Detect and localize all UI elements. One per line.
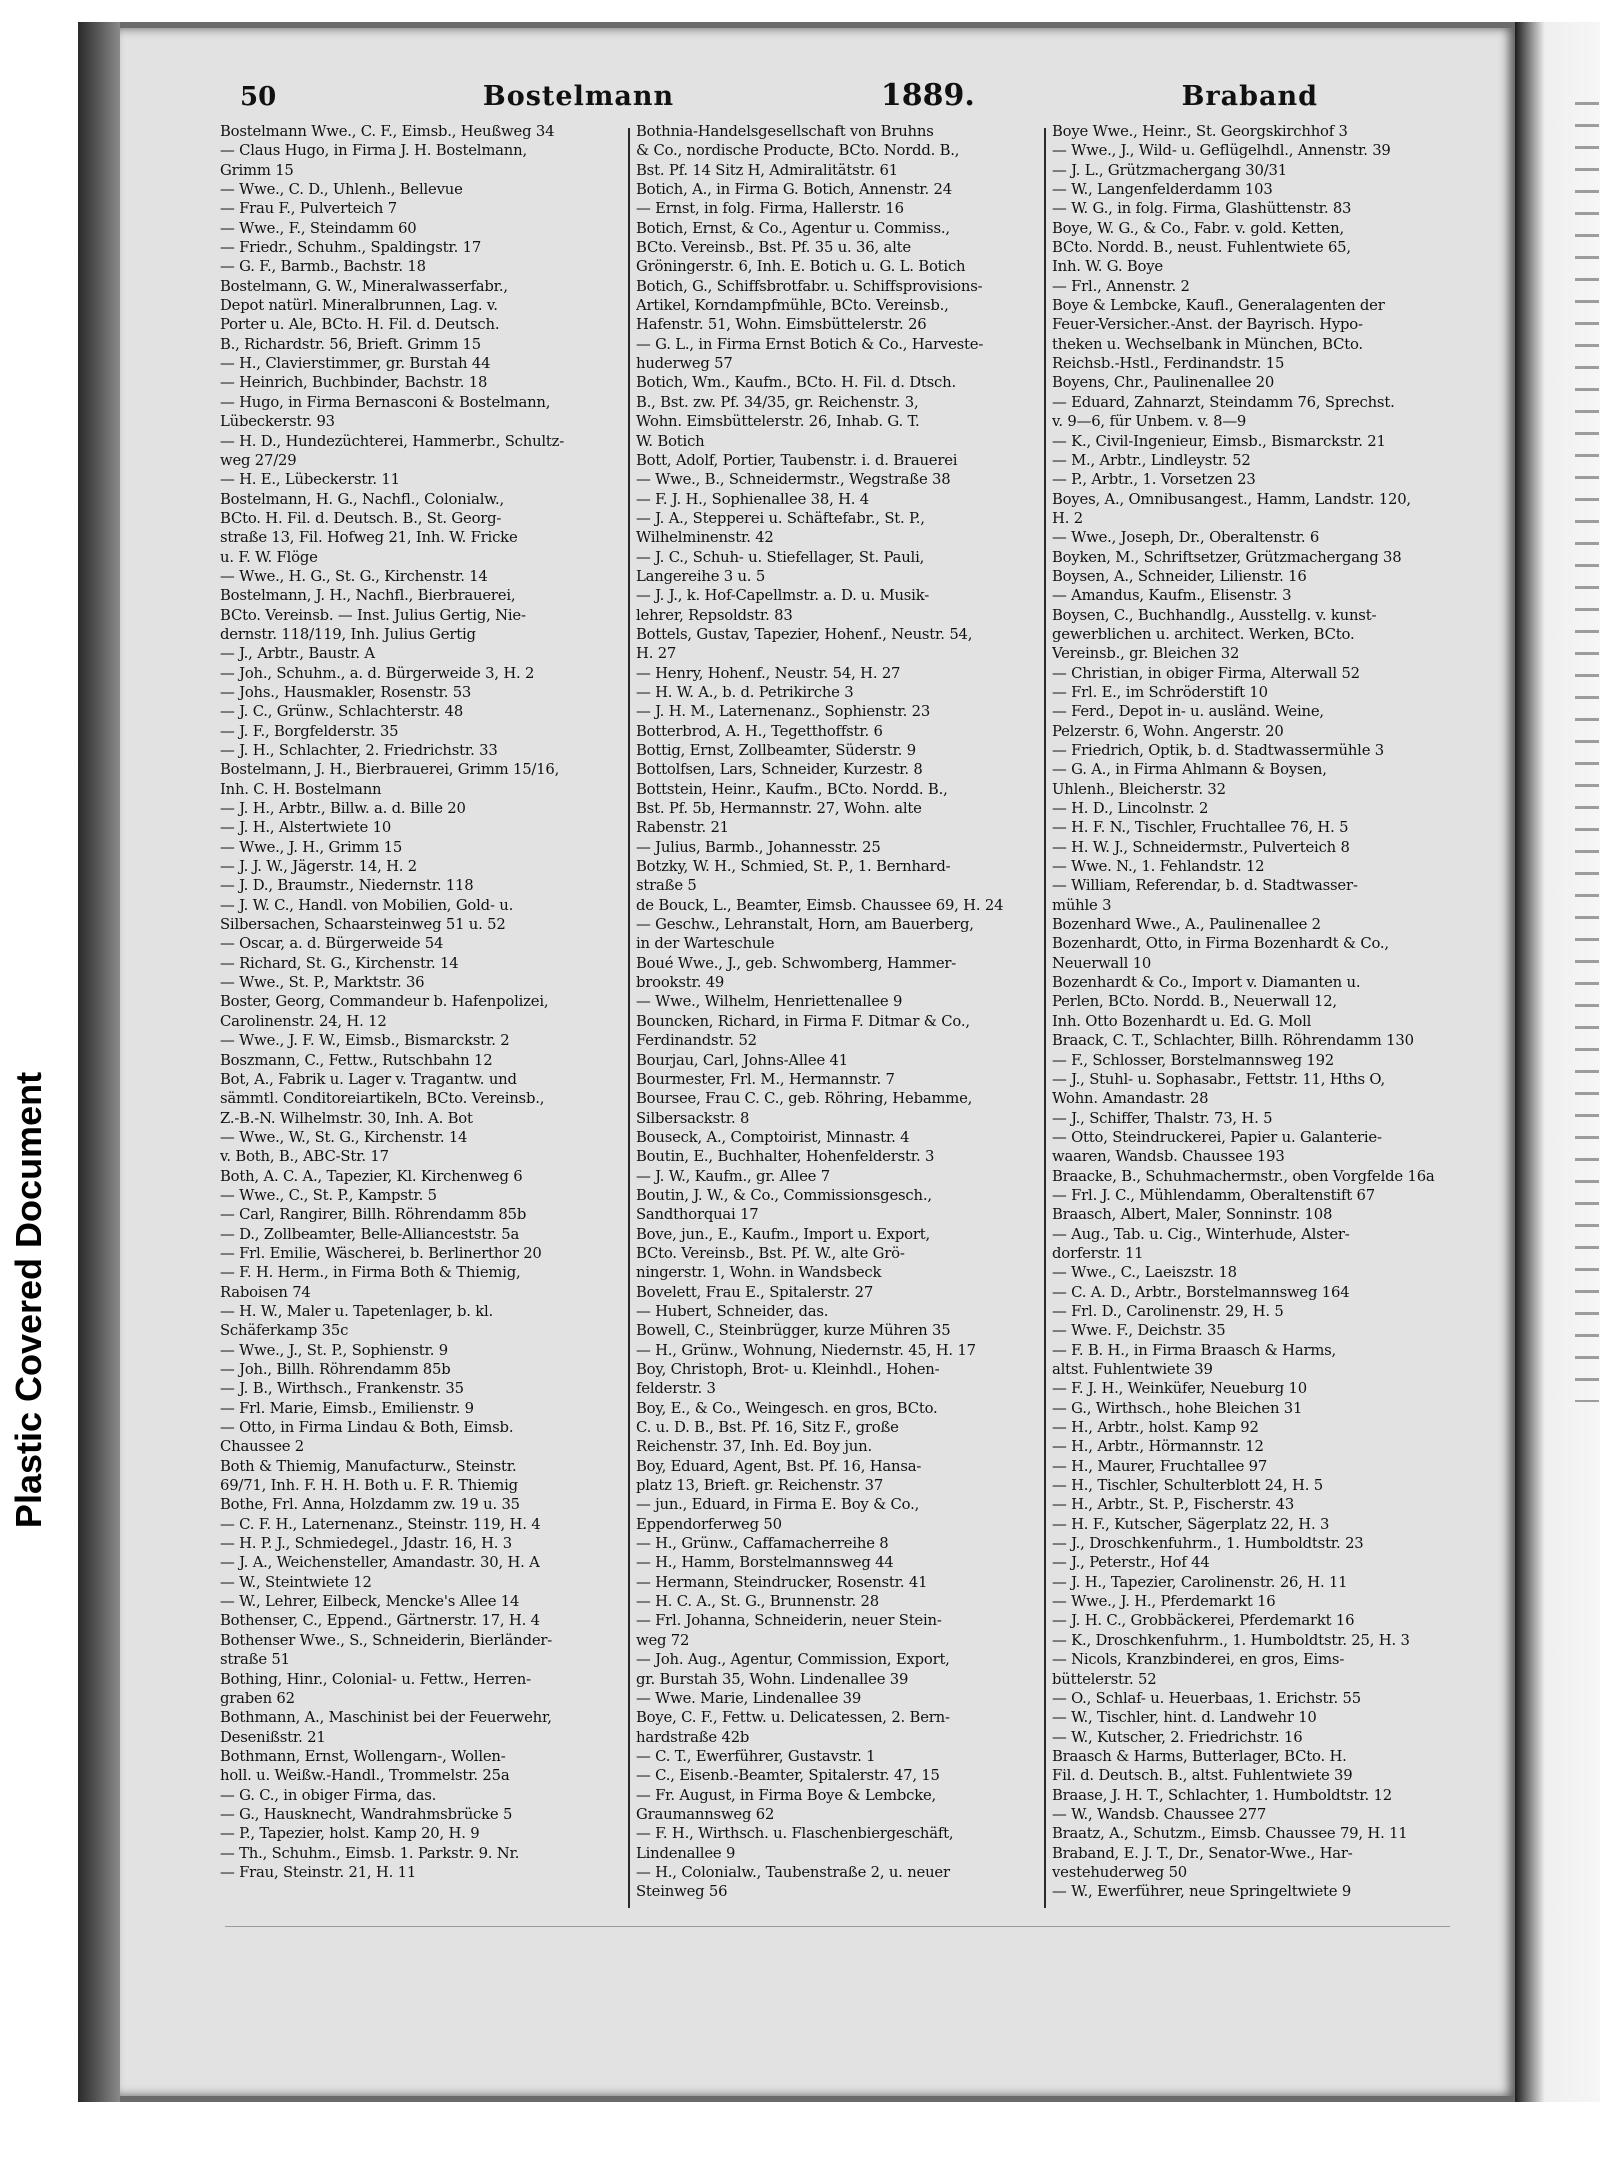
directory-line: — H., Arbtr., holst. Kamp 92 bbox=[1052, 1419, 1259, 1437]
directory-line: Bourjau, Carl, Johns-Allee 41 bbox=[636, 1051, 848, 1069]
directory-line: Inh. W. G. Boye bbox=[1052, 258, 1163, 276]
directory-line: Bothnia-Handelsgesellschaft von Bruhns bbox=[636, 123, 934, 140]
directory-line: — Frl. D., Carolinenstr. 29, H. 5 bbox=[1052, 1302, 1284, 1320]
directory-line: — Frl., Annenstr. 2 bbox=[1052, 277, 1190, 295]
directory-line: Perlen, BCto. Nordd. B., Neuerwall 12, bbox=[1052, 993, 1337, 1011]
directory-line: Boyens, Chr., Paulinenallee 20 bbox=[1052, 374, 1275, 392]
directory-line: — Wwe., H. G., St. G., Kirchenstr. 14 bbox=[220, 567, 488, 585]
directory-line: Silbersackstr. 8 bbox=[636, 1109, 750, 1127]
facing-page-text-fragment bbox=[1575, 102, 1599, 1402]
column-rule-2 bbox=[1044, 128, 1046, 1908]
directory-line: — Joh. Aug., Agentur, Commission, Export, bbox=[636, 1651, 950, 1669]
directory-line: Boster, Georg, Commandeur b. Hafenpolizei, bbox=[220, 993, 549, 1011]
directory-line: — Fr. August, in Firma Boye & Lembcke, bbox=[636, 1786, 937, 1804]
directory-line: — W., Lehrer, Eilbeck, Mencke's Allee 14 bbox=[220, 1593, 520, 1611]
directory-line: Boye, C. F., Fettw. u. Delicatessen, 2. Bern- bbox=[636, 1709, 950, 1727]
directory-line: — H. W. A., b. d. Petrikirche 3 bbox=[636, 683, 854, 701]
year-heading: 1889. bbox=[880, 78, 975, 113]
directory-line: holl. u. Weißw.-Handl., Trommelstr. 25a bbox=[220, 1767, 510, 1785]
directory-line: — J. H., Tapezier, Carolinenstr. 26, H. 11 bbox=[1052, 1573, 1348, 1591]
directory-line: — D., Zollbeamter, Belle-Allianceststr. 5a bbox=[220, 1225, 520, 1243]
directory-line: — Wwe., J. H., Pferdemarkt 16 bbox=[1052, 1593, 1276, 1611]
directory-line: Bottolfsen, Lars, Schneider, Kurzestr. 8 bbox=[636, 761, 923, 779]
directory-line: Uhlenh., Bleicherstr. 32 bbox=[1052, 780, 1226, 798]
directory-line: Botich, Ernst, & Co., Agentur u. Commiss., bbox=[636, 219, 950, 237]
directory-line: — Wwe., C. D., Uhlenh., Bellevue bbox=[220, 181, 463, 199]
directory-line: BCto. Vereinsb. — Inst. Julius Gertig, Nie- bbox=[220, 606, 526, 624]
directory-line: Bottstein, Heinr., Kaufm., BCto. Nordd. B., bbox=[636, 780, 948, 798]
directory-line: — Wwe., J. H., Grimm 15 bbox=[220, 838, 403, 856]
directory-line: — Wwe., St. P., Marktstr. 36 bbox=[220, 974, 425, 992]
directory-line: Eppendorferweg 50 bbox=[636, 1515, 782, 1533]
directory-line: Schäferkamp 35c bbox=[220, 1322, 349, 1340]
directory-line: — G. F., Barmb., Bachstr. 18 bbox=[220, 258, 426, 276]
directory-line: ningerstr. 1, Wohn. in Wandsbeck bbox=[636, 1264, 882, 1282]
directory-line: Bst. Pf. 5b, Hermannstr. 27, Wohn. alte bbox=[636, 800, 922, 818]
directory-line: Botich, A., in Firma G. Botich, Annenstr. 24 bbox=[636, 181, 952, 199]
directory-line: — F. J. H., Weinküfer, Neueburg 10 bbox=[1052, 1380, 1307, 1398]
directory-line: Bst. Pf. 14 Sitz H, Admiralitätstr. 61 bbox=[636, 161, 898, 179]
directory-line: Both & Thiemig, Manufacturw., Steinstr. bbox=[220, 1457, 517, 1475]
directory-line: büttelerstr. 52 bbox=[1052, 1670, 1157, 1688]
directory-line: Braband, E. J. T., Dr., Senator-Wwe., Har- bbox=[1052, 1844, 1353, 1862]
directory-line: — Geschw., Lehranstalt, Horn, am Bauerberg, bbox=[636, 916, 974, 934]
directory-line: — Richard, St. G., Kirchenstr. 14 bbox=[220, 954, 459, 972]
directory-line: graben 62 bbox=[220, 1689, 295, 1707]
side-label-text: Plastic Covered Document bbox=[8, 1071, 49, 1529]
directory-line: — Henry, Hohenf., Neustr. 54, H. 27 bbox=[636, 664, 901, 682]
directory-line: weg 72 bbox=[636, 1631, 690, 1649]
directory-line: — J., Stuhl- u. Sophasabr., Fettstr. 11, Hths O, bbox=[1052, 1070, 1386, 1088]
directory-line: — Frl. J. C., Mühlendamm, Oberaltenstift 67 bbox=[1052, 1186, 1375, 1204]
directory-line: — Christian, in obiger Firma, Alterwall 52 bbox=[1052, 664, 1360, 682]
directory-line: Bozenhard Wwe., A., Paulinenallee 2 bbox=[1052, 916, 1321, 934]
directory-line: — Wwe., Wilhelm, Henriettenallee 9 bbox=[636, 993, 903, 1011]
directory-line: altst. Fuhlentwiete 39 bbox=[1052, 1361, 1213, 1378]
directory-line: — J. A., Stepperei u. Schäftefabr., St. P., bbox=[636, 509, 925, 527]
directory-line: Braase, J. H. T., Schlachter, 1. Humboldtstr. 12 bbox=[1052, 1786, 1392, 1804]
directory-line: — Wwe., B., Schneidermstr., Wegstraße 38 bbox=[636, 471, 951, 489]
directory-line: — J. B., Wirthsch., Frankenstr. 35 bbox=[220, 1380, 464, 1398]
directory-line: waaren, Wandsb. Chaussee 193 bbox=[1052, 1148, 1285, 1166]
directory-line: Bottels, Gustav, Tapezier, Hohenf., Neustr. 54, bbox=[636, 625, 973, 643]
directory-line: — Otto, Steindruckerei, Papier u. Galanterie- bbox=[1052, 1128, 1382, 1146]
directory-line: Reichenstr. 37, Inh. Ed. Boy jun. bbox=[636, 1438, 872, 1456]
directory-line: BCto. Vereinsb., Bst. Pf. 35 u. 36, alte bbox=[636, 239, 911, 257]
directory-line: Boy, Eduard, Agent, Bst. Pf. 16, Hansa- bbox=[636, 1457, 922, 1475]
directory-line: BCto. H. Fil. d. Deutsch. B., St. Georg- bbox=[220, 509, 502, 527]
directory-line: Bovelett, Frau E., Spitalerstr. 27 bbox=[636, 1283, 874, 1301]
directory-line: dorferstr. 11 bbox=[1052, 1244, 1144, 1262]
directory-line: — Frau F., Pulverteich 7 bbox=[220, 200, 397, 218]
directory-line: Boutin, J. W., & Co., Commissionsgesch., bbox=[636, 1186, 932, 1204]
directory-line: Boye Wwe., Heinr., St. Georgskirchhof 3 bbox=[1052, 123, 1348, 140]
directory-line: — F. H., Wirthsch. u. Flaschenbiergeschäft, bbox=[636, 1825, 954, 1843]
directory-line: Bostelmann, J. H., Bierbrauerei, Grimm 15/16, bbox=[220, 761, 560, 779]
directory-line: — J. H., Schlachter, 2. Friedrichstr. 33 bbox=[220, 742, 498, 759]
directory-line: & Co., nordische Producte, BCto. Nordd. B., bbox=[636, 142, 960, 160]
directory-line: Z.-B.-N. Wilhelmstr. 30, Inh. A. Bot bbox=[220, 1109, 473, 1127]
directory-line: — H. F. N., Tischler, Fruchtallee 76, H. 5 bbox=[1052, 819, 1349, 837]
right-catchword: Braband bbox=[1181, 81, 1318, 112]
directory-line: Ferdinandstr. 52 bbox=[636, 1032, 757, 1050]
directory-line: Boué Wwe., J., geb. Schwomberg, Hammer- bbox=[636, 954, 957, 972]
directory-line: Bowell, C., Steinbrügger, kurze Mühren 35 bbox=[636, 1322, 951, 1340]
directory-line: — H., Tischler, Schulterblott 24, H. 5 bbox=[1052, 1477, 1323, 1495]
directory-line: platz 13, Brieft. gr. Reichenstr. 37 bbox=[636, 1477, 884, 1495]
directory-line: — H. W. J., Schneidermstr., Pulverteich 8 bbox=[1052, 838, 1350, 856]
directory-line: Bostelmann, H. G., Nachfl., Colonialw., bbox=[220, 490, 504, 508]
directory-line: — J. F., Borgfelderstr. 35 bbox=[220, 722, 399, 740]
directory-line: Feuer-Versicher.-Anst. der Bayrisch. Hypo- bbox=[1052, 316, 1363, 334]
directory-line: v. 9—6, für Unbem. v. 8—9 bbox=[1052, 413, 1247, 431]
directory-line: Bothing, Hinr., Colonial- u. Fettw., Herren- bbox=[220, 1670, 531, 1688]
directory-line: — P., Arbtr., 1. Vorsetzen 23 bbox=[1052, 471, 1256, 489]
directory-line: — H., Hamm, Borstelmannsweg 44 bbox=[636, 1554, 894, 1572]
directory-line: Graumannsweg 62 bbox=[636, 1805, 775, 1823]
directory-line: Bostelmann, G. W., Mineralwasserfabr., bbox=[220, 277, 508, 295]
directory-line: — C. F. H., Laternenanz., Steinstr. 119, H. 4 bbox=[220, 1515, 541, 1533]
directory-line: — O., Schlaf- u. Heuerbaas, 1. Erichstr. 55 bbox=[1052, 1689, 1361, 1707]
directory-line: — Wwe., C., St. P., Kampstr. 5 bbox=[220, 1186, 437, 1204]
directory-column-3 bbox=[1052, 122, 1452, 1922]
directory-line: gr. Burstah 35, Wohn. Lindenallee 39 bbox=[636, 1670, 909, 1688]
directory-line: 69/71, Inh. F. H. H. Both u. F. R. Thiemig bbox=[220, 1477, 518, 1495]
directory-line: gewerblichen u. architect. Werken, BCto. bbox=[1052, 625, 1355, 643]
directory-line: lehrer, Repsoldstr. 83 bbox=[636, 606, 793, 624]
directory-line: — Hermann, Steindrucker, Rosenstr. 41 bbox=[636, 1573, 928, 1591]
directory-line: — Aug., Tab. u. Cig., Winterhude, Alster- bbox=[1052, 1225, 1350, 1243]
directory-line: — Frl. Marie, Eimsb., Emilienstr. 9 bbox=[220, 1399, 474, 1417]
directory-line: — J. J., k. Hof-Capellmstr. a. D. u. Musik- bbox=[636, 587, 930, 605]
directory-line: v. Both, B., ABC-Str. 17 bbox=[220, 1148, 389, 1166]
directory-line: Lindenallee 9 bbox=[636, 1844, 736, 1862]
directory-line: — F. H. Herm., in Firma Both & Thiemig, bbox=[220, 1264, 521, 1282]
directory-line: Bothmann, Ernst, Wollengarn-, Wollen- bbox=[220, 1747, 506, 1765]
directory-line: — Hugo, in Firma Bernasconi & Bostelmann, bbox=[220, 393, 551, 411]
directory-line: — G. C., in obiger Firma, das. bbox=[220, 1786, 437, 1804]
directory-line: — Carl, Rangirer, Billh. Röhrendamm 85b bbox=[220, 1206, 527, 1224]
directory-line: Artikel, Korndampfmühle, BCto. Vereinsb., bbox=[636, 297, 949, 315]
directory-line: straße 13, Fil. Hofweg 21, Inh. W. Fricke bbox=[220, 529, 518, 547]
directory-line: — J. H. M., Laternenanz., Sophienstr. 23 bbox=[636, 703, 931, 721]
directory-line: — H., Grünw., Wohnung, Niedernstr. 45, H. 17 bbox=[636, 1341, 976, 1359]
directory-line: — Ferd., Depot in- u. ausländ. Weine, bbox=[1052, 703, 1324, 721]
directory-line: straße 5 bbox=[636, 877, 697, 895]
directory-line: — J., Schiffer, Thalstr. 73, H. 5 bbox=[1052, 1109, 1273, 1127]
directory-line: — G. L., in Firma Ernst Botich & Co., Harveste- bbox=[636, 335, 984, 353]
directory-line: — K., Droschkenfuhrm., 1. Humboldtstr. 25, H. 3 bbox=[1052, 1631, 1410, 1649]
directory-line: — J. J. W., Jägerstr. 14, H. 2 bbox=[220, 858, 418, 876]
directory-line: Bourmester, Frl. M., Hermannstr. 7 bbox=[636, 1070, 895, 1088]
directory-line: Wohn. Eimsbüttelerstr. 26, Inhab. G. T. bbox=[636, 413, 920, 431]
directory-line: Inh. Otto Bozenhardt u. Ed. G. Moll bbox=[1052, 1012, 1312, 1030]
directory-line: Bove, jun., E., Kaufm., Import u. Export, bbox=[636, 1225, 930, 1243]
directory-line: — J., Peterstr., Hof 44 bbox=[1052, 1554, 1210, 1572]
directory-line: — Wwe., W., St. G., Kirchenstr. 14 bbox=[220, 1128, 468, 1146]
directory-line: — H., Clavierstimmer, gr. Burstah 44 bbox=[220, 355, 491, 373]
directory-line: Bothmann, A., Maschinist bei der Feuerwehr, bbox=[220, 1709, 552, 1727]
page-header bbox=[240, 78, 1318, 118]
directory-line: — F. B. H., in Firma Braasch & Harms, bbox=[1052, 1341, 1337, 1359]
directory-line: Bouncken, Richard, in Firma F. Ditmar & Co., bbox=[636, 1012, 970, 1030]
directory-line: Boye & Lembcke, Kaufl., Generalagenten der bbox=[1052, 297, 1385, 315]
directory-line: — Eduard, Zahnarzt, Steindamm 76, Sprechst. bbox=[1052, 393, 1395, 411]
directory-line: H. 2 bbox=[1052, 509, 1083, 527]
directory-line: Boyken, M., Schriftsetzer, Grützmachergang 38 bbox=[1052, 548, 1402, 566]
directory-line: theken u. Wechselbank in München, BCto. bbox=[1052, 335, 1363, 353]
directory-line: — jun., Eduard, in Firma E. Boy & Co., bbox=[636, 1496, 920, 1514]
directory-line: — K., Civil-Ingenieur, Eimsb., Bismarckstr. 21 bbox=[1052, 432, 1386, 450]
directory-line: — Wwe., F., Steindamm 60 bbox=[220, 219, 417, 237]
directory-line: — W., Ewerführer, neue Springeltwiete 9 bbox=[1052, 1883, 1352, 1901]
directory-line: — J. C., Grünw., Schlachterstr. 48 bbox=[220, 703, 464, 721]
directory-line: Botich, Wm., Kaufm., BCto. H. Fil. d. Dtsch. bbox=[636, 374, 956, 392]
directory-line: Raboisen 74 bbox=[220, 1283, 311, 1301]
directory-line: Chaussee 2 bbox=[220, 1438, 305, 1456]
directory-line: — Frl. Johanna, Schneiderin, neuer Stein- bbox=[636, 1612, 942, 1630]
directory-line: Wilhelminenstr. 42 bbox=[636, 529, 774, 547]
directory-line: — F., Schlosser, Borstelmannsweg 192 bbox=[1052, 1051, 1334, 1069]
directory-line: — William, Referendar, b. d. Stadtwasser- bbox=[1052, 877, 1358, 895]
directory-line: sämmtl. Conditoreiartikeln, BCto. Vereinsb., bbox=[220, 1090, 545, 1108]
directory-line: — J. H., Alstertwiete 10 bbox=[220, 819, 392, 837]
directory-line: weg 27/29 bbox=[220, 451, 297, 469]
directory-line: B., Richardstr. 56, Brieft. Grimm 15 bbox=[220, 335, 481, 353]
directory-line: — Wwe. F., Deichstr. 35 bbox=[1052, 1322, 1226, 1340]
directory-line: Bouseck, A., Comptoirist, Minnastr. 4 bbox=[636, 1128, 910, 1146]
directory-line: Lübeckerstr. 93 bbox=[220, 413, 335, 431]
directory-line: — J. A., Weichensteller, Amandastr. 30, H. A bbox=[220, 1554, 540, 1572]
directory-line: de Bouck, L., Beamter, Eimsb. Chaussee 69, H. 24 bbox=[636, 896, 1004, 914]
directory-line: — J. W. C., Handl. von Mobilien, Gold- u. bbox=[220, 896, 514, 914]
directory-line: Porter u. Ale, BCto. H. Fil. d. Deutsch. bbox=[220, 316, 500, 334]
directory-line: — Wwe. N., 1. Fehlandstr. 12 bbox=[1052, 858, 1265, 876]
directory-line: Bott, Adolf, Portier, Taubenstr. i. d. Brauerei bbox=[636, 451, 958, 469]
directory-column-2 bbox=[636, 122, 1036, 1922]
directory-line: — H., Arbtr., St. P., Fischerstr. 43 bbox=[1052, 1496, 1295, 1514]
column-rule-1 bbox=[628, 128, 630, 1908]
directory-line: — H. W., Maler u. Tapetenlager, b. kl. bbox=[220, 1302, 494, 1320]
directory-line: — Heinrich, Buchbinder, Bachstr. 18 bbox=[220, 374, 488, 392]
directory-line: Bot, A., Fabrik u. Lager v. Tragantw. und bbox=[220, 1070, 517, 1088]
bottom-rule bbox=[225, 1926, 1450, 1927]
directory-line: — C., Eisenb.-Beamter, Spitalerstr. 47, 15 bbox=[636, 1767, 940, 1785]
directory-line: huderweg 57 bbox=[636, 355, 733, 373]
directory-line: — H., Arbtr., Hörmannstr. 12 bbox=[1052, 1438, 1264, 1456]
directory-line: — Wwe., J., St. P., Sophienstr. 9 bbox=[220, 1341, 448, 1359]
directory-line: — H. C. A., St. G., Brunnenstr. 28 bbox=[636, 1593, 879, 1611]
left-catchword: Bostelmann bbox=[482, 81, 675, 112]
directory-line: Botterbrod, A. H., Tegetthoffstr. 6 bbox=[636, 722, 883, 740]
directory-line: Reichsb.-Hstl., Ferdinandstr. 15 bbox=[1052, 355, 1285, 373]
directory-line: — W., Kutscher, 2. Friedrichstr. 16 bbox=[1052, 1728, 1303, 1746]
directory-line: BCto. Vereinsb., Bst. Pf. W., alte Grö- bbox=[636, 1244, 905, 1262]
directory-line: — J. D., Braumstr., Niedernstr. 118 bbox=[220, 877, 474, 895]
directory-line: — J., Droschkenfuhrm., 1. Humboldtstr. 23 bbox=[1052, 1535, 1364, 1553]
directory-line: Carolinenstr. 24, H. 12 bbox=[220, 1012, 387, 1030]
directory-line: Hafenstr. 51, Wohn. Eimsbüttelerstr. 26 bbox=[636, 316, 927, 334]
directory-line: Boysen, A., Schneider, Lilienstr. 16 bbox=[1052, 567, 1307, 585]
directory-line: Bothe, Frl. Anna, Holzdamm zw. 19 u. 35 bbox=[220, 1496, 520, 1514]
directory-line: Desenißstr. 21 bbox=[220, 1728, 326, 1746]
directory-line: — Ernst, in folg. Firma, Hallerstr. 16 bbox=[636, 200, 904, 218]
directory-line: Boursee, Frau C. C., geb. Röhring, Hebamme, bbox=[636, 1090, 973, 1108]
directory-line: — H., Colonialw., Taubenstraße 2, u. neuer bbox=[636, 1863, 950, 1881]
directory-line: Depot natürl. Mineralbrunnen, Lag. v. bbox=[220, 297, 498, 315]
directory-line: — J. C., Schuh- u. Stiefellager, St. Pauli, bbox=[636, 548, 925, 566]
directory-line: Botzky, W. H., Schmied, St. P., 1. Bernhard- bbox=[636, 858, 951, 876]
directory-line: — H., Grünw., Caffamacherreihe 8 bbox=[636, 1535, 889, 1553]
directory-line: — Joh., Billh. Röhrendamm 85b bbox=[220, 1361, 451, 1378]
directory-line: — Hubert, Schneider, das. bbox=[636, 1302, 829, 1320]
directory-line: Botich, G., Schiffsbrotfabr. u. Schiffsprovisions- bbox=[636, 277, 983, 295]
facing-page-edge bbox=[1515, 22, 1600, 2102]
directory-line: brookstr. 49 bbox=[636, 974, 725, 992]
directory-line: Bostelmann, J. H., Nachfl., Bierbrauerei, bbox=[220, 587, 516, 605]
directory-line: — Friedr., Schuhm., Spaldingstr. 17 bbox=[220, 239, 482, 257]
directory-line: — J. L., Grützmachergang 30/31 bbox=[1052, 161, 1287, 179]
directory-line: Rabenstr. 21 bbox=[636, 819, 729, 837]
side-label bbox=[4, 1000, 54, 1600]
directory-line: Boye, W. G., & Co., Fabr. v. gold. Ketten, bbox=[1052, 219, 1345, 237]
directory-line: Bothenser, C., Eppend., Gärtnerstr. 17, H. 4 bbox=[220, 1612, 540, 1630]
directory-line: straße 51 bbox=[220, 1651, 290, 1669]
directory-line: Boutin, E., Buchhalter, Hohenfelderstr. 3 bbox=[636, 1148, 935, 1166]
directory-line: — Claus Hugo, in Firma J. H. Bostelmann, bbox=[220, 142, 527, 160]
directory-line: Steinweg 56 bbox=[636, 1883, 728, 1901]
directory-line: — W., Wandsb. Chaussee 277 bbox=[1052, 1805, 1267, 1823]
directory-line: Langereihe 3 u. 5 bbox=[636, 567, 766, 585]
directory-line: Pelzerstr. 6, Wohn. Angerstr. 20 bbox=[1052, 722, 1284, 740]
directory-line: Braack, C. T., Schlachter, Billh. Röhrendamm 130 bbox=[1052, 1032, 1414, 1050]
directory-column-1 bbox=[220, 122, 622, 1922]
directory-line: C. u. D. B., Bst. Pf. 16, Sitz F., große bbox=[636, 1419, 899, 1437]
directory-line: Braatz, A., Schutzm., Eimsb. Chaussee 79, H. 11 bbox=[1052, 1825, 1408, 1843]
directory-line: Bozenhardt & Co., Import v. Diamanten u. bbox=[1052, 974, 1361, 992]
directory-line: Boy, Christoph, Brot- u. Kleinhdl., Hohen- bbox=[636, 1361, 940, 1378]
directory-line: Both, A. C. A., Tapezier, Kl. Kirchenweg 6 bbox=[220, 1167, 523, 1185]
directory-line: — Wwe., J. F. W., Eimsb., Bismarckstr. 2 bbox=[220, 1032, 510, 1050]
directory-line: Wohn. Amandastr. 28 bbox=[1052, 1090, 1209, 1108]
directory-line: Braacke, B., Schuhmachermstr., oben Vorgfelde 16a bbox=[1052, 1167, 1435, 1185]
directory-line: in der Warteschule bbox=[636, 935, 775, 953]
directory-line: B., Bst. zw. Pf. 34/35, gr. Reichenstr. 3, bbox=[636, 393, 919, 411]
directory-line: — Oscar, a. d. Bürgerweide 54 bbox=[220, 935, 444, 953]
directory-line: — W., Steintwiete 12 bbox=[220, 1573, 372, 1591]
directory-line: — Friedrich, Optik, b. d. Stadtwassermühle 3 bbox=[1052, 742, 1384, 759]
directory-line: — Wwe., Joseph, Dr., Oberaltenstr. 6 bbox=[1052, 529, 1320, 547]
directory-line: Boysen, C., Buchhandlg., Ausstellg. v. kunst- bbox=[1052, 606, 1377, 624]
directory-line: mühle 3 bbox=[1052, 896, 1112, 914]
directory-line: hardstraße 42b bbox=[636, 1728, 750, 1746]
directory-line: — P., Tapezier, holst. Kamp 20, H. 9 bbox=[220, 1825, 480, 1843]
directory-line: felderstr. 3 bbox=[636, 1380, 716, 1398]
directory-line: — Wwe., C., Laeiszstr. 18 bbox=[1052, 1264, 1237, 1282]
directory-line: — G., Wirthsch., hohe Bleichen 31 bbox=[1052, 1399, 1303, 1417]
directory-line: — F. J. H., Sophienallee 38, H. 4 bbox=[636, 490, 870, 508]
directory-line: — C. T., Ewerführer, Gustavstr. 1 bbox=[636, 1747, 876, 1765]
directory-line: Inh. C. H. Bostelmann bbox=[220, 780, 382, 798]
directory-line: Sandthorquai 17 bbox=[636, 1206, 759, 1224]
directory-line: — Otto, in Firma Lindau & Both, Eimsb. bbox=[220, 1419, 514, 1437]
directory-line: — Julius, Barmb., Johannesstr. 25 bbox=[636, 838, 881, 856]
directory-line: Boyes, A., Omnibusangest., Hamm, Landstr. 120, bbox=[1052, 490, 1411, 508]
directory-line: Grimm 15 bbox=[220, 161, 294, 179]
directory-line: — Wwe. Marie, Lindenallee 39 bbox=[636, 1689, 862, 1707]
directory-line: — H., Maurer, Fruchtallee 97 bbox=[1052, 1457, 1268, 1475]
directory-line: vestehuderweg 50 bbox=[1052, 1863, 1188, 1881]
directory-line: — H. P. J., Schmiedegel., Jdastr. 16, H. 3 bbox=[220, 1535, 513, 1553]
directory-line: — M., Arbtr., Lindleystr. 52 bbox=[1052, 451, 1251, 469]
directory-line: Bozenhardt, Otto, in Firma Bozenhardt & Co., bbox=[1052, 935, 1389, 953]
directory-line: — C. A. D., Arbtr., Borstelmannsweg 164 bbox=[1052, 1283, 1350, 1301]
directory-line: dernstr. 118/119, Inh. Julius Gertig bbox=[220, 625, 476, 643]
directory-line: — J., Arbtr., Baustr. A bbox=[220, 645, 375, 663]
directory-line: Neuerwall 10 bbox=[1052, 954, 1152, 972]
binding-shadow bbox=[78, 22, 120, 2102]
directory-line: Braasch & Harms, Butterlager, BCto. H. bbox=[1052, 1747, 1347, 1765]
directory-line: Gröningerstr. 6, Inh. E. Botich u. G. L. Botich bbox=[636, 258, 966, 276]
directory-line: — Joh., Schuhm., a. d. Bürgerweide 3, H. 2 bbox=[220, 664, 535, 682]
directory-line: Bostelmann Wwe., C. F., Eimsb., Heußweg 34 bbox=[220, 123, 555, 140]
directory-line: Braasch, Albert, Maler, Sonninstr. 108 bbox=[1052, 1206, 1333, 1224]
directory-line: — J. W., Kaufm., gr. Allee 7 bbox=[636, 1167, 830, 1185]
directory-line: W. Botich bbox=[636, 432, 705, 450]
directory-line: — Frl. Emilie, Wäscherei, b. Berlinerthor 20 bbox=[220, 1244, 542, 1262]
directory-line: Silbersachen, Schaarsteinweg 51 u. 52 bbox=[220, 916, 506, 934]
directory-line: Vereinsb., gr. Bleichen 32 bbox=[1052, 645, 1240, 663]
directory-line: — W., Tischler, hint. d. Landwehr 10 bbox=[1052, 1709, 1317, 1727]
directory-line: u. F. W. Flöge bbox=[220, 548, 318, 566]
directory-line: — Frau, Steinstr. 21, H. 11 bbox=[220, 1863, 417, 1881]
directory-line: — J. H., Arbtr., Billw. a. d. Bille 20 bbox=[220, 800, 466, 818]
directory-line: H. 27 bbox=[636, 645, 677, 663]
directory-line: Boszmann, C., Fettw., Rutschbahn 12 bbox=[220, 1051, 493, 1069]
directory-line: — W., Langenfelderdamm 103 bbox=[1052, 181, 1273, 199]
directory-line: Boy, E., & Co., Weingesch. en gros, BCto. bbox=[636, 1399, 938, 1417]
directory-line: — H. D., Lincolnstr. 2 bbox=[1052, 800, 1209, 818]
page-number: 50 bbox=[240, 82, 277, 112]
directory-line: — H. E., Lübeckerstr. 11 bbox=[220, 471, 400, 489]
directory-line: — Th., Schuhm., Eimsb. 1. Parkstr. 9. Nr. bbox=[220, 1844, 520, 1862]
directory-line: — H. D., Hundezüchterei, Hammerbr., Schultz- bbox=[220, 432, 565, 450]
directory-line: — Amandus, Kaufm., Elisenstr. 3 bbox=[1052, 587, 1292, 605]
directory-line: — Nicols, Kranzbinderei, en gros, Eims- bbox=[1052, 1651, 1345, 1669]
directory-line: Bottig, Ernst, Zollbeamter, Süderstr. 9 bbox=[636, 742, 916, 759]
directory-line: — H. F., Kutscher, Sägerplatz 22, H. 3 bbox=[1052, 1515, 1330, 1533]
directory-line: Fil. d. Deutsch. B., altst. Fuhlentwiete 39 bbox=[1052, 1767, 1353, 1785]
directory-line: — Wwe., J., Wild- u. Geflügelhdl., Annenstr. 39 bbox=[1052, 142, 1391, 160]
directory-line: — G. A., in Firma Ahlmann & Boysen, bbox=[1052, 761, 1327, 779]
directory-line: — W. G., in folg. Firma, Glashüttenstr. 83 bbox=[1052, 200, 1352, 218]
directory-line: — Johs., Hausmakler, Rosenstr. 53 bbox=[220, 683, 472, 701]
directory-line: — J. H. C., Grobbäckerei, Pferdemarkt 16 bbox=[1052, 1612, 1355, 1630]
directory-line: — G., Hausknecht, Wandrahmsbrücke 5 bbox=[220, 1805, 513, 1823]
directory-line: BCto. Nordd. B., neust. Fuhlentwiete 65, bbox=[1052, 239, 1351, 257]
directory-line: — Frl. E., im Schröderstift 10 bbox=[1052, 683, 1268, 701]
directory-line: Bothenser Wwe., S., Schneiderin, Bierländer- bbox=[220, 1631, 553, 1649]
